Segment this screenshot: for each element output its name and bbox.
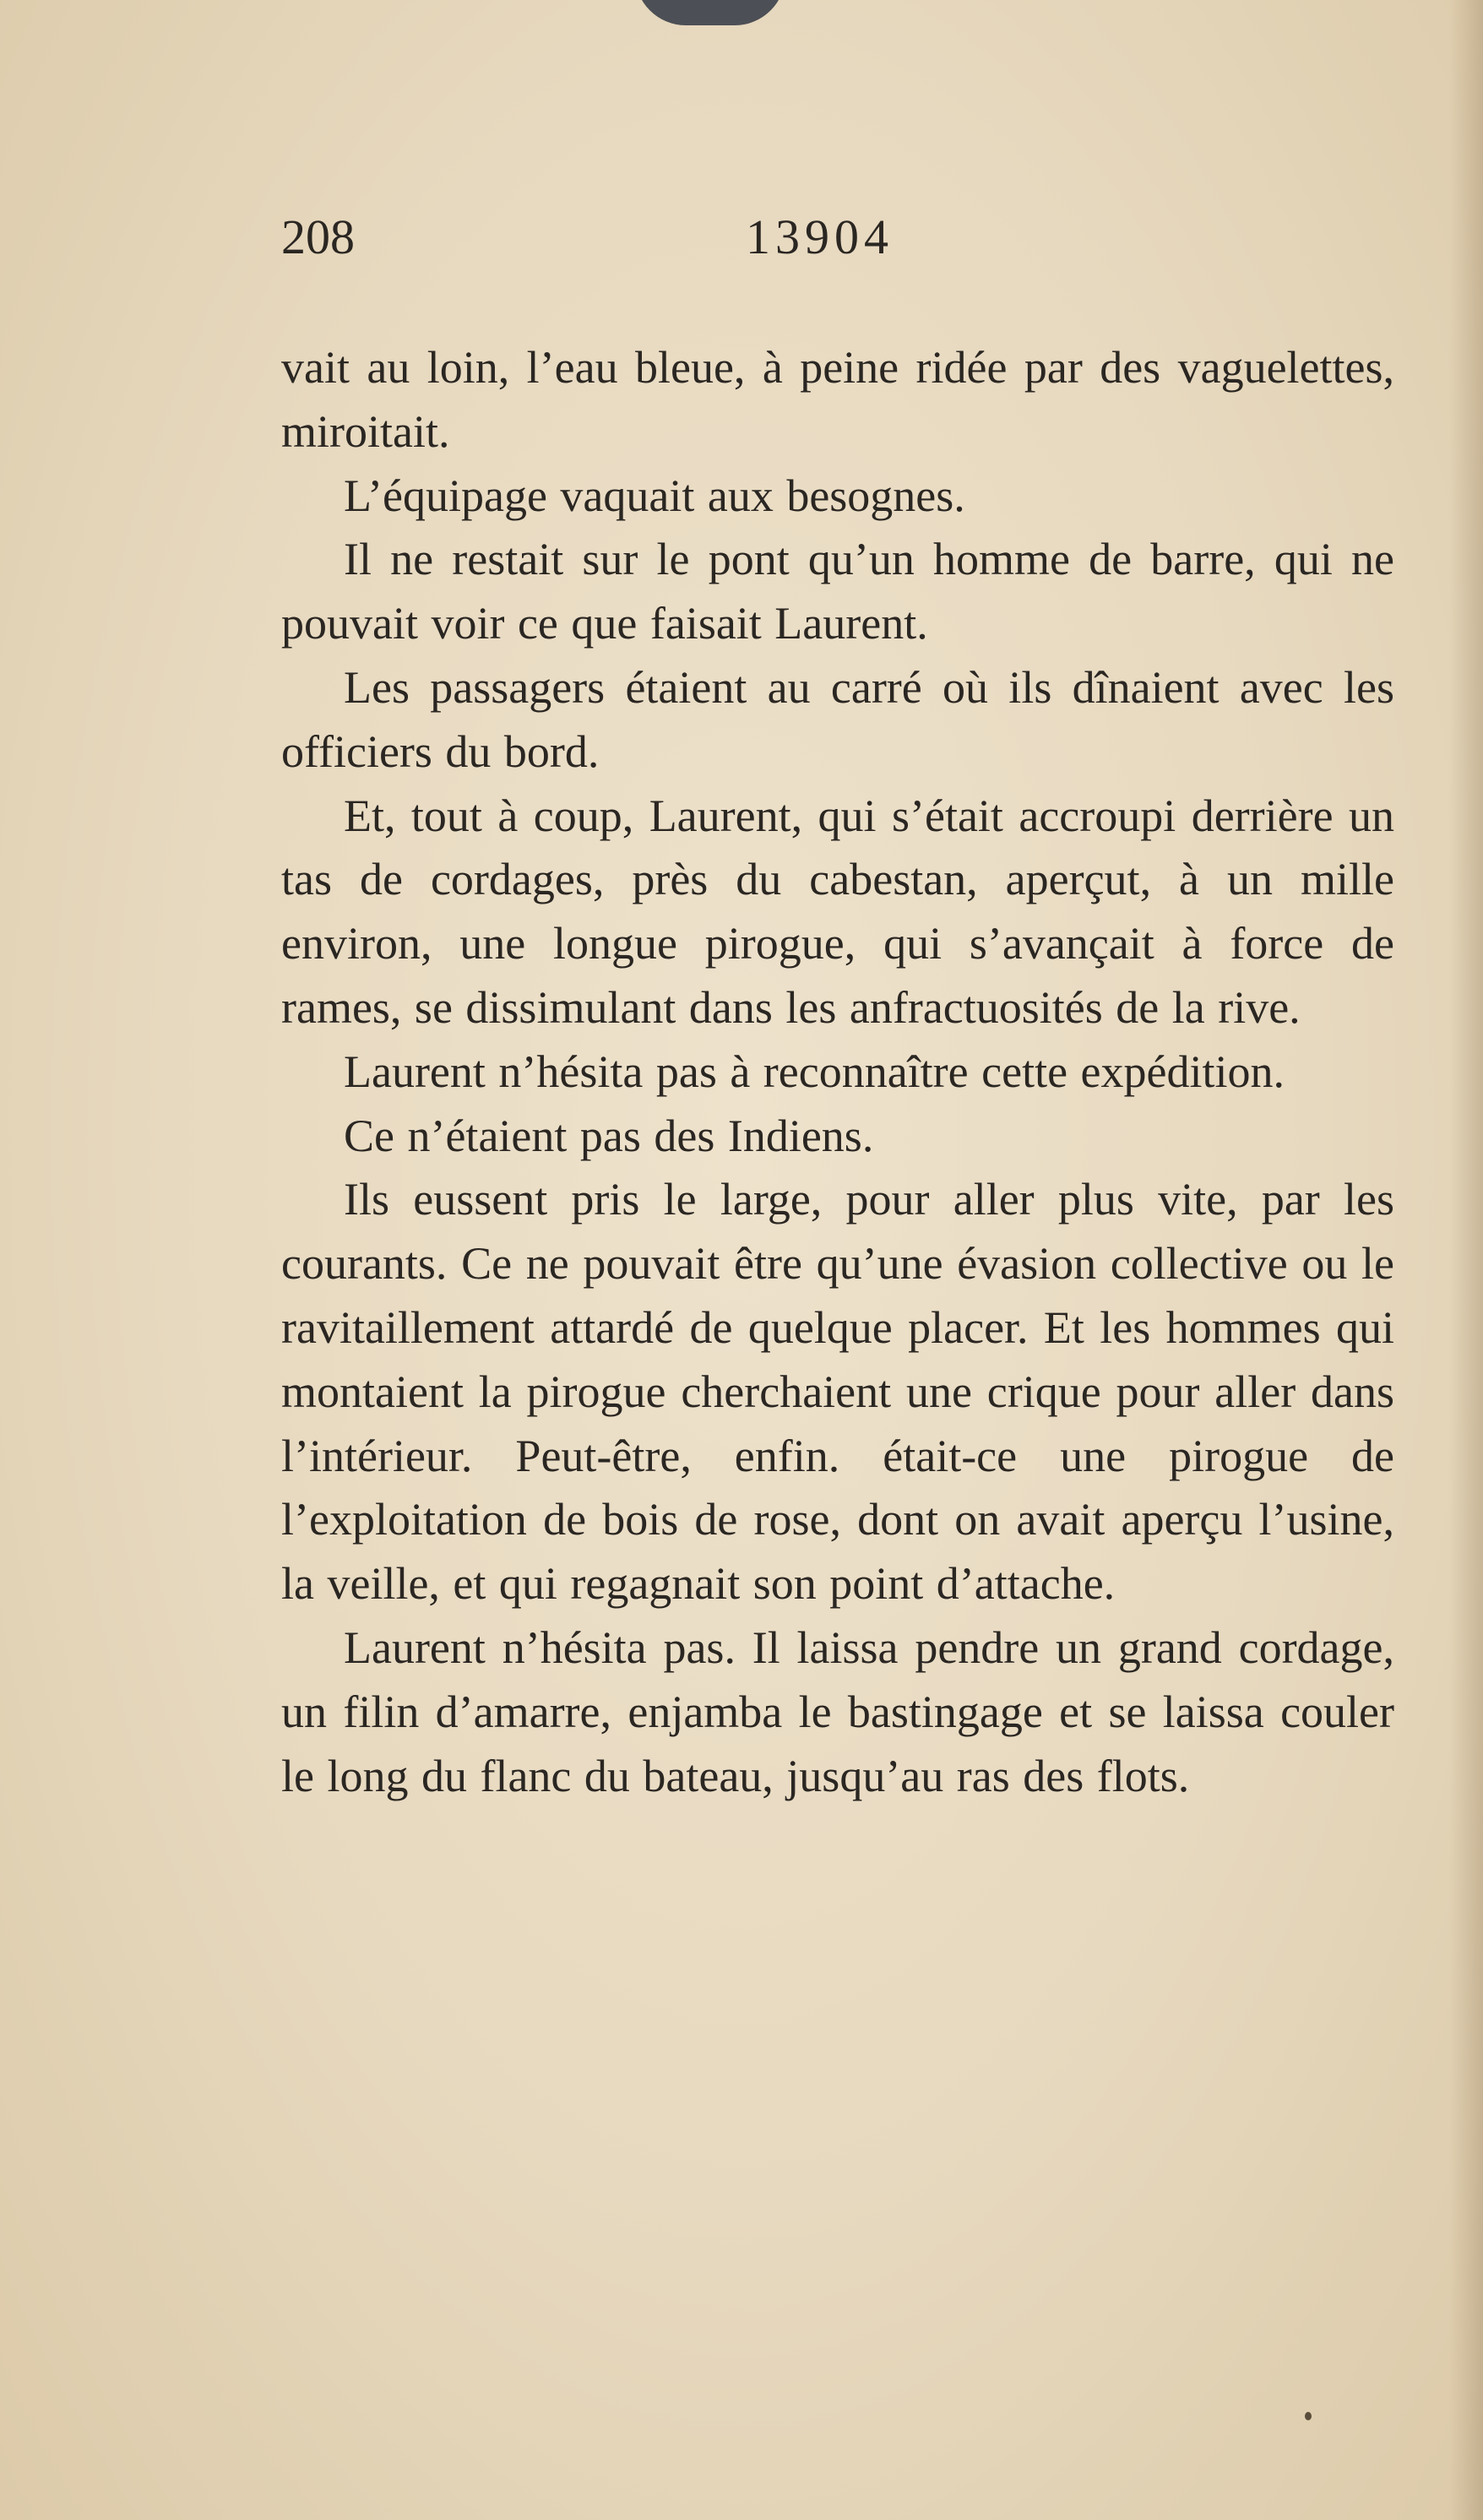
- paragraph-5: Et, tout à coup, Laurent, qui s’était accroupi derrière un tas de cordages, près du cabestan, aperçut, à un mille environ, une longue pirogue, qui s’avançait à force de rames, se dissimulant dans les anfractuosités de la rive.: [281, 790, 1394, 1033]
- paragraph-9: Laurent n’hésita pas. Il laissa pendre un grand cordage, un filin d’amarre, enjamba le bastingage et se laissa couler le long du flanc du bateau, jusqu’au ras des flots.: [281, 1621, 1394, 1801]
- body-text: [281, 336, 1394, 1808]
- paragraph-7: Ce n’étaient pas des Indiens.: [344, 1110, 874, 1161]
- paragraph-2: L’équipage vaquait aux besognes.: [344, 470, 965, 521]
- ink-stain: [635, 0, 785, 25]
- paper-speck: [1305, 2412, 1312, 2420]
- paragraph-8: Ils eussent pris le large, pour aller plus vite, par les courants. Ce ne pouvait être qu’une évasion collective ou le ravitaillement attardé de quelque placer. Et les hommes qui montaient la pirogue cherchaient une crique pour aller dans l’intérieur. Peut-être, enfin. était-ce une pirogue de l’exploitation de bois de rose, dont on avait aperçu l’usine, la veille, et qui regagnait son point d’attache.: [281, 1174, 1394, 1610]
- header-title: 13904: [746, 209, 894, 264]
- paragraph-3: Il ne restait sur le pont qu’un homme de barre, qui ne pouvait voir ce que faisait Laurent.: [281, 534, 1394, 649]
- page-edge-shadow: [1449, 0, 1483, 2520]
- paragraph-6: Laurent n’hésita pas à reconnaître cette expédition.: [344, 1045, 1285, 1097]
- page-number: 208: [281, 209, 355, 264]
- paragraph-1: vait au loin, l’eau bleue, à peine ridée par des vaguelettes, miroitait.: [281, 342, 1394, 457]
- paragraph-4: Les passagers étaient au carré où ils dînaient avec les officiers du bord.: [281, 661, 1394, 777]
- running-header: [281, 208, 1432, 267]
